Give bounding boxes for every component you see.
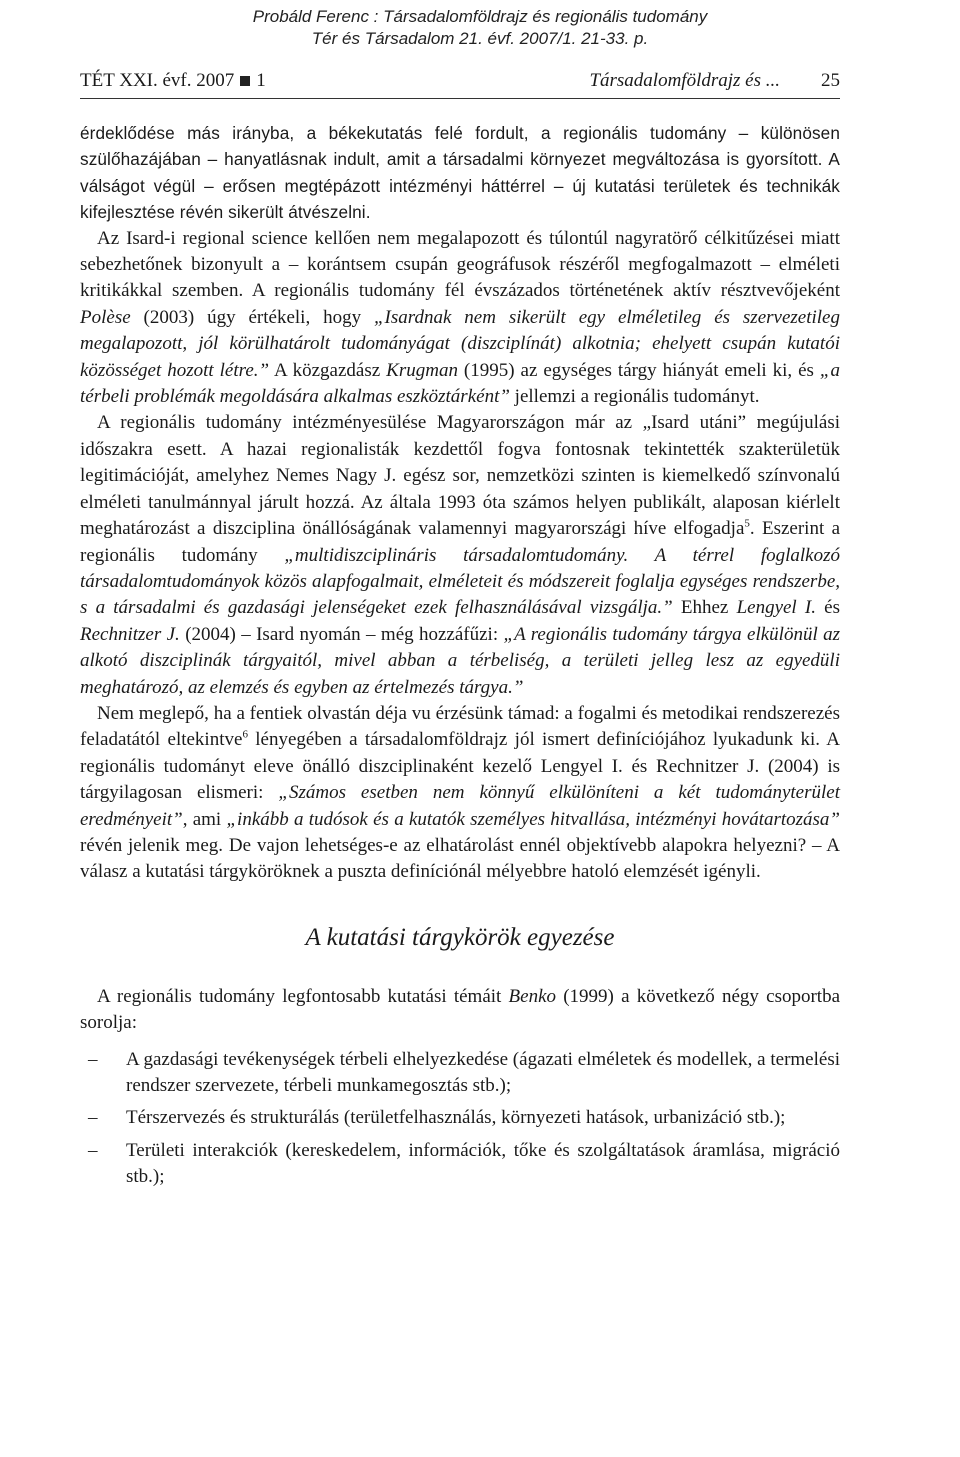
text-span: A közgazdász xyxy=(269,359,387,381)
square-bullet-icon xyxy=(240,76,250,86)
footnote-ref-6: 6 xyxy=(242,729,248,742)
text-span: (1999) a következő négy csoportba sorolja: xyxy=(80,985,840,1034)
citation-header xyxy=(0,6,960,50)
text-span: Ehhez xyxy=(672,597,737,619)
quote-numerous-cases: „Számos esetben nem könnyű elkülöníteni a két tudományterület eredményeit” xyxy=(80,782,841,830)
text-span: (2004) – Isard nyomán – még hozzáfűzi: xyxy=(179,623,504,645)
author-lengyel: Lengyel I. xyxy=(736,597,816,619)
text-span: , ami xyxy=(182,808,227,830)
paragraph-3 xyxy=(80,410,840,700)
article-body xyxy=(80,120,840,1197)
page-number: 25 xyxy=(821,70,840,91)
footnote-ref-5: 5 xyxy=(744,517,750,530)
quote-lengyel: „A regionális tudomány tárgya elkülönül az alkotó diszciplinák tárgyaitól, mivel abban a térbeliség, a területi jelleg lesz az egyedüli meghatározó, az elemzés és egyben az értelmezés tárgya.” xyxy=(80,623,840,698)
text-span: (2003) úgy értékeli, hogy xyxy=(130,306,374,328)
list-item-text: Térszervezés és strukturálás (területfelhasználás, környezeti hatások, urbanizáció stb.); xyxy=(126,1107,786,1129)
dash-bullet: – xyxy=(88,1048,98,1070)
text-span: Az Isard-i regional science kellően nem megalapozott és túlontúl nagyratörő célkitűzései miatt sebezhetőnek bizonyult a – korántsem csupán geográfusok részéről megfogalmazott – elméleti kritikákkal szemben. A regionális tudomány fél évszázados történetének aktív résztvevőjeként xyxy=(80,227,840,302)
quote-personal-creed: „inkább a tudósok és a kutatók személyes hitvallása, intézményi hovátartozása” xyxy=(226,808,841,830)
list-item-text: Területi interakciók (kereskedelem, információk, tőke és szolgáltatások áramlása, migráció stb.); xyxy=(126,1139,840,1188)
quote-definition: „multidiszciplináris társadalomtudomány. A térrel foglalkozó társadalomtudományok közös alapfogalmait, elméleteit és módszereit foglalja egységes rendszerbe, s a társadalmi és gazdasági jelenségeket ezek felhasználásával vizsgálja.” xyxy=(80,544,840,619)
journal-title: TÉT XXI. évf. 2007 xyxy=(80,70,235,91)
text-span: révén jelenik meg. De vajon lehetséges-e az elhatárolást ennél objektívebb alapokra helyezni? – A válasz a kutatási tárgyköröknek a puszta definíciónál mélyebbre hatoló elemzését igényli. xyxy=(80,834,840,883)
issue-number: 1 xyxy=(256,70,266,91)
text-span: A regionális tudomány legfontosabb kutatási témáit xyxy=(97,985,509,1007)
text-span: . Eszerint a regionális tudomány xyxy=(80,518,840,566)
quote-polese: „Isardnak nem sikerült egy elméletileg és szervezetileg megalapozott, jól körülhatárolt tudományágat (diszciplínát) alkotnia; ehelyett csupán kutatói közösséget hozott létre.” xyxy=(80,306,840,381)
text-span: A regionális tudomány intézményesülése Magyarországon már az „Isard utáni” megújulási időszakra esett. A hazai regionalisták kezdettől fogva fontosnak tekintették szakterületük legitimációját, amelyhez Nemes Nagy J. egész sor, nemzetközi szinten is kiemelkedő színvonalú elméleti tanulmánnyal járult hozzá. Az általa 1993 óta számos helyen publikált, alaposan kiérlelt meghatározást a diszciplina önállóságának valamennyi magyarországi híve elfogadja xyxy=(80,412,840,540)
paragraph-4 xyxy=(80,701,840,886)
dash-bullet: – xyxy=(88,1139,98,1161)
section-title: Társadalomföldrajz és ... xyxy=(589,70,780,91)
paragraph-5 xyxy=(80,984,840,1037)
author-benko: Benko xyxy=(508,985,557,1007)
list-item-text: A gazdasági tevékenységek térbeli elhelyezkedése (ágazati elméletek és modellek, a termelési rendszer szervezete, térbeli munkamegosztás stb.); xyxy=(126,1048,840,1096)
citation-line-2: Tér és Társadalom 21. évf. 2007/1. 21-33. p. xyxy=(311,29,649,48)
text-span: Nem meglepő, ha a fentiek olvastán déja vu érzésünk támad: a fogalmi és metodikai rendszerezés feladatától eltekintve xyxy=(80,702,840,751)
quote-krugman: „a térbeli problémák megoldására alkalmas eszköztárként” xyxy=(80,359,840,408)
author-krugman: Krugman xyxy=(386,359,458,381)
text-span: jellemzi a regionális tudományt. xyxy=(509,386,760,408)
dash-bullet: – xyxy=(88,1107,98,1129)
paragraph-1: érdeklődése más irányba, a békekutatás felé fordult, a regionális tudomány – különösen szülőhazájában – hanyatlásnak indult, amit a társadalmi környezet megváltozása is gyorsított. A válságot végül – erősen megtépázott intézményi háttérrel – új kutatási területek és technikák kifejlesztése révén sikerült átvészelni. xyxy=(80,123,840,223)
running-header xyxy=(80,66,840,99)
author-rechnitzer: Rechnitzer J. xyxy=(80,623,180,645)
text-span: lényegében a társadalomföldrajz jól ismert definíciójához lyukadunk ki. A regionális tudományt eleve önálló diszciplinaként kezelő Lengyel I. és Rechnitzer J. (2004) is tárgyilagosan elismeri: xyxy=(80,729,840,804)
journal-info xyxy=(80,70,266,92)
topic-list xyxy=(80,1047,840,1191)
text-span: (1995) az egységes tárgy hiányát emeli ki, és xyxy=(457,359,820,381)
author-polese: Polèse xyxy=(80,306,131,328)
text-span: és xyxy=(815,597,840,619)
paragraph-2 xyxy=(80,226,840,411)
list-item xyxy=(80,1047,840,1100)
list-item xyxy=(80,1138,840,1191)
list-item xyxy=(80,1105,840,1131)
citation-line-1: Probáld Ferenc : Társadalomföldrajz és regionális tudomány xyxy=(252,7,708,26)
section-heading: A kutatási tárgykörök egyezése xyxy=(305,923,615,951)
